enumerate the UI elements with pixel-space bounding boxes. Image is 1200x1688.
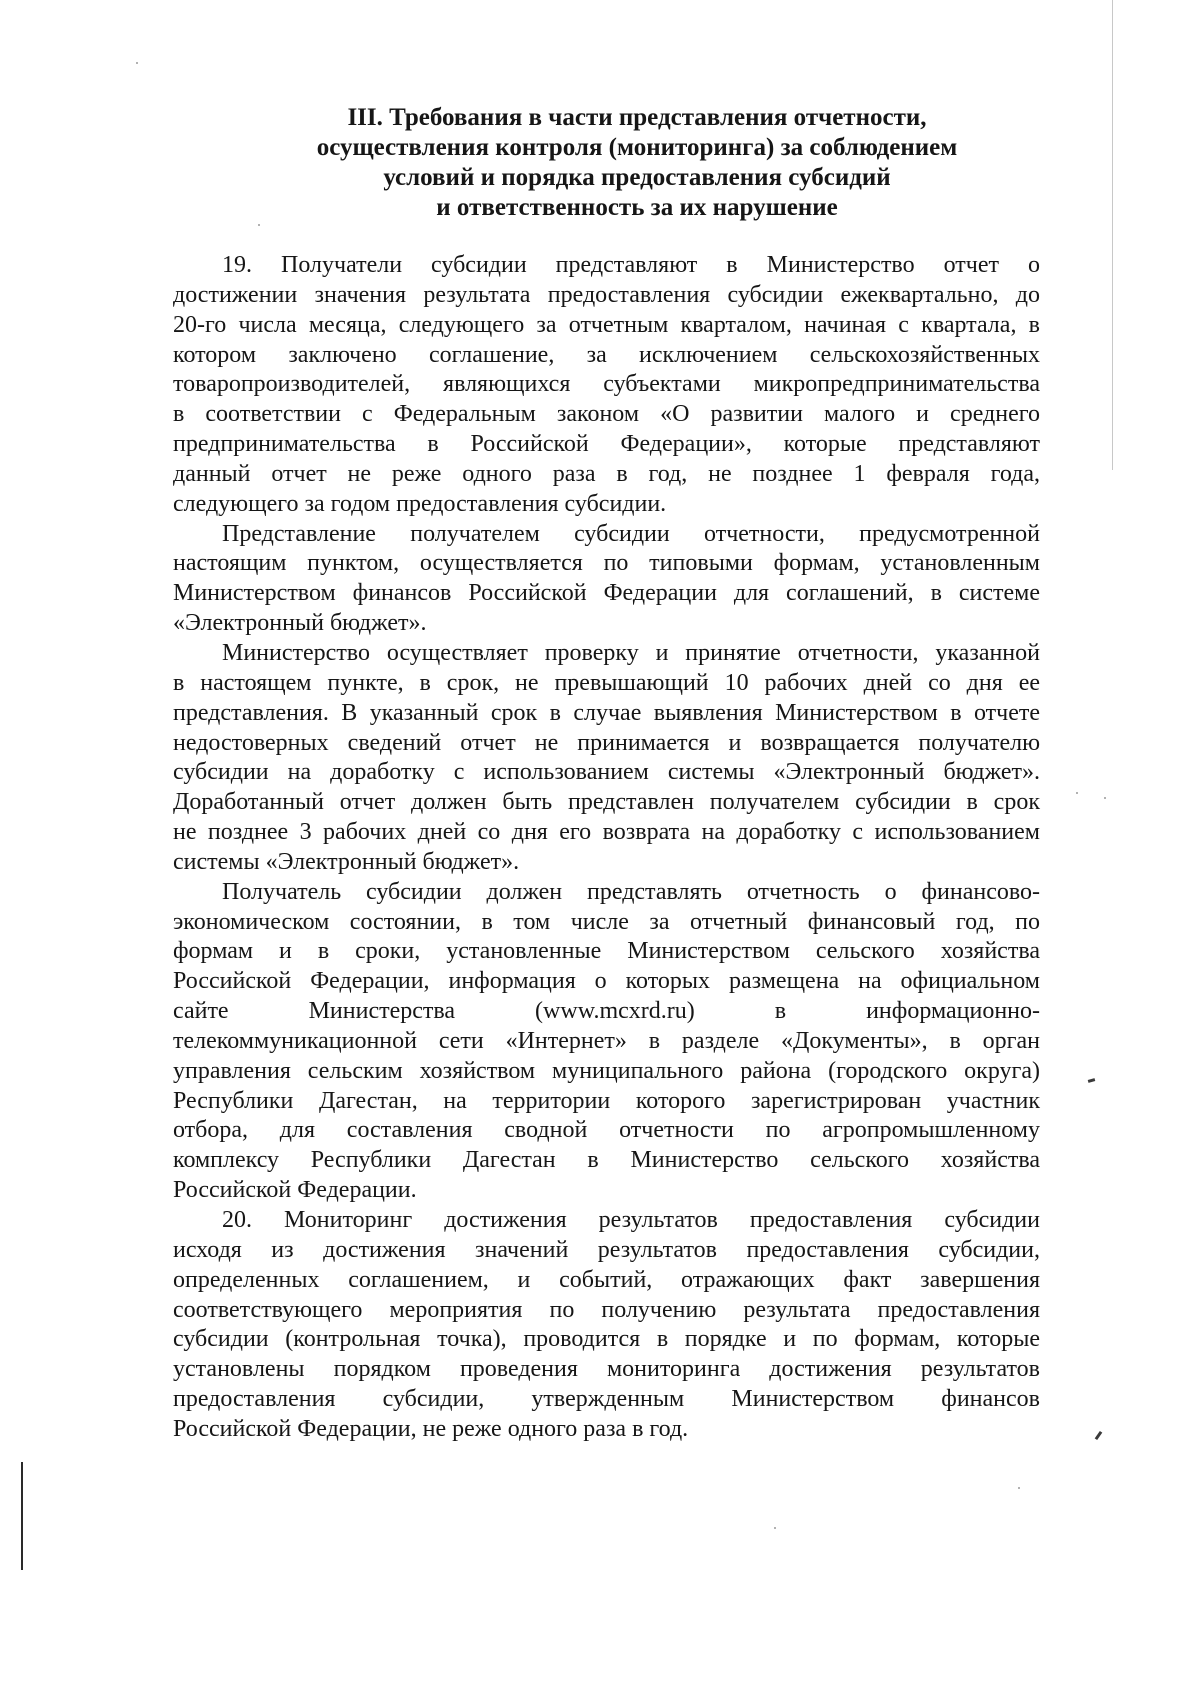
text-line: в настоящем пункте, в срок, не превышающий 10 рабочих дней со дня ее [173,669,1040,696]
section-title-line: и ответственность за их нарушение [436,194,838,221]
text-line: недостоверных сведений отчет не принимается и возвращается получателю [173,729,1040,756]
text-line: 20. Мониторинг достижения результатов предоставления субсидии [222,1207,1040,1233]
text-line: экономическом состоянии, в том числе за отчетный финансовый год, по [173,908,1040,935]
text-line: «Электронный бюджет». [173,610,427,637]
text-line: предоставления субсидии, утвержденным Министерством финансов [173,1386,1040,1413]
scan-mark [1095,1431,1103,1440]
paragraph-financial-reporting [173,878,1040,1206]
text-line: комплексу Республики Дагестан в Министерство сельского хозяйства [173,1147,1040,1174]
text-line: сайте Министерства (www.mcxrd.ru) в информационно- [173,998,1040,1025]
text-line: субсидии (контрольная точка), проводится в порядке и по формам, которые [173,1326,1040,1353]
scan-mark [1088,1078,1096,1083]
text-line: системы «Электронный бюджет». [173,848,520,875]
scan-speck [1018,1487,1020,1489]
text-line: формам и в сроки, установленные Министерством сельского хозяйства [173,938,1040,965]
paragraph-reporting-forms [173,520,1040,639]
text-line: Министерством финансов Российской Федерации для соглашений, в системе [173,580,1040,607]
paragraph-19 [173,251,1040,520]
text-line: телекоммуникационной сети «Интернет» в разделе «Документы», в орган [173,1027,1040,1054]
section-title-line: условий и порядка предоставления субсидий [383,164,891,191]
text-line: установлены порядком проведения мониторинга достижения результатов [173,1356,1040,1383]
text-line: данный отчет не реже одного раза в год, не позднее 1 февраля года, [173,460,1040,487]
text-line: Министерство осуществляет проверку и принятие отчетности, указанной [222,639,1040,666]
text-line: исходя из достижения значений результатов предоставления субсидии, [173,1236,1040,1263]
text-line: предпринимательства в Российской Федерации», которые представляют [173,431,1040,458]
paragraph-20 [173,1206,1040,1445]
scan-speck [774,1527,776,1529]
text-line: настоящим пунктом, осуществляется по типовыми формам, установленным [173,550,1040,577]
text-line: 20-го числа месяца, следующего за отчетным кварталом, начиная с квартала, в [173,311,1040,338]
section-title-line: III. Требования в части представления отчетности, [347,104,927,131]
scan-edge-line [1112,0,1113,470]
section-title [173,103,1101,223]
text-line: Доработанный отчет должен быть представлен получателем субсидии в срок [173,789,1040,816]
text-line: товаропроизводителей, являющихся субъектами микропредпринимательства [173,371,1040,398]
text-line: Республики Дагестан, на территории которого зарегистрирован участник [173,1087,1040,1114]
text-line: следующего за годом предоставления субсидии. [173,490,667,517]
text-line: субсидии на доработку с использованием системы «Электронный бюджет». [173,759,1040,786]
text-line: представления. В указанный срок в случае выявления Министерством в отчете [173,699,1040,726]
scan-edge-line [21,1462,23,1570]
text-line: управления сельским хозяйством муниципального района (городского округа) [173,1057,1040,1084]
text-line: не позднее 3 рабочих дней со дня его возврата на доработку с использованием [173,819,1040,846]
section-title-line: осуществления контроля (мониторинга) за соблюдением [316,134,958,161]
text-line: Российской Федерации. [173,1177,417,1204]
text-line: определенных соглашением, и событий, отражающих факт завершения [173,1266,1040,1293]
text-line: Российской Федерации, не реже одного раза в год. [173,1415,689,1442]
scan-speck [136,62,138,64]
document-body [173,251,1040,1445]
scan-speck [1076,792,1078,794]
scan-speck [258,224,260,226]
text-line: 19. Получатели субсидии представляют в Министерство отчет о [222,252,1040,278]
text-line: отбора, для составления сводной отчетности по агропромышленному [173,1117,1040,1144]
text-line: соответствующего мероприятия по получению результата предоставления [173,1296,1040,1323]
text-line: Российской Федерации, информация о которых размещена на официальном [173,968,1040,995]
text-line: котором заключено соглашение, за исключением сельскохозяйственных [173,341,1040,368]
text-line: в соответствии с Федеральным законом «О развитии малого и среднего [173,401,1040,428]
scan-speck [1104,797,1106,799]
text-line: достижении значения результата предоставления субсидии ежеквартально, до [173,281,1040,308]
text-line: Получатель субсидии должен представлять отчетность о финансово- [222,878,1040,905]
text-line: Представление получателем субсидии отчетности, предусмотренной [222,520,1040,547]
paragraph-ministry-review [173,639,1040,878]
